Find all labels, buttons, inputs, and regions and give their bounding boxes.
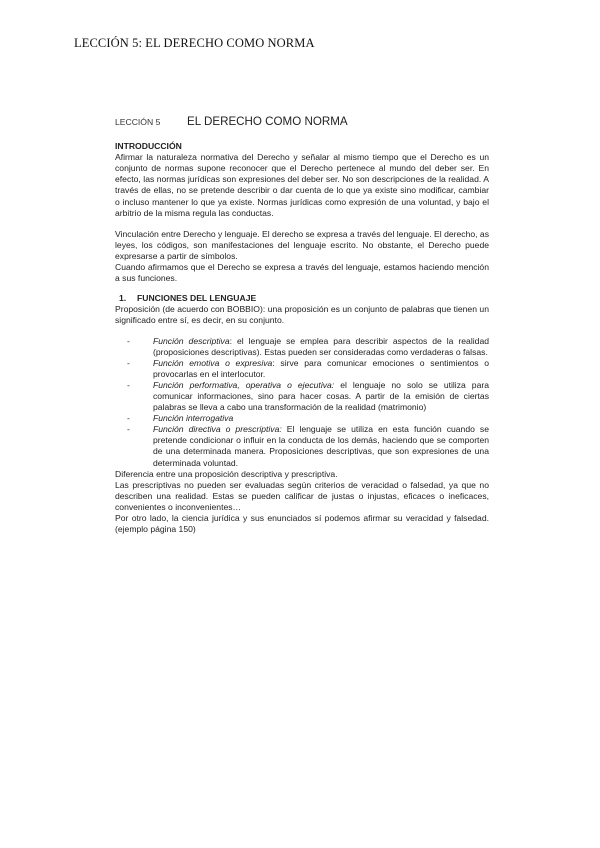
- list-item: - Función directiva o prescriptiva: El lenguaje se utiliza en esta función cuando se pretende condicionar o influir en la conducta de los demás, haciendo que se comporten de una determinada manera. Proposiciones descriptivas, que son expresiones de una determinada voluntad.: [127, 424, 489, 468]
- document-body: [115, 116, 489, 535]
- science-paragraph: Por otro lado, la ciencia jurídica y sus enunciados sí podemos afirmar su veracidad y falsedad. (ejemplo página 150): [115, 513, 489, 535]
- function-text: : el lenguaje se emplea para describir aspectos de la realidad (proposiciones descriptivas). Estas pueden ser consideradas como verdaderas o falsas.: [153, 335, 489, 357]
- proposition-paragraph: Proposición (de acuerdo con BOBBIO): una proposición es un conjunto de palabras que tienen un significado entre sí, es decir, en su conjunto.: [115, 304, 489, 326]
- list-item: - Función emotiva o expresiva: sirve para comunicar emociones o sentimientos o provocarlas en el interlocutor.: [127, 357, 490, 379]
- list-item: - Función descriptiva: el lenguaje se emplea para describir aspectos de la realidad (proposiciones descriptivas). Estas pueden ser consideradas como verdaderas o falsas.: [127, 335, 489, 357]
- function-name: Función performativa, operativa o ejecutiva:: [153, 379, 335, 390]
- lesson-heading: [115, 116, 489, 128]
- law-language-paragraph: Vinculación entre Derecho y lenguaje. El derecho se expresa a través del lenguaje. El derecho, as leyes, los códigos, son manifestaciones del lenguaje escrito. No obstante, el Derecho puede expresarse a partir de símbolos.: [115, 228, 489, 261]
- section-number: 1.: [119, 293, 127, 304]
- running-header: LECCIÓN 5: EL DERECHO COMO NORMA: [74, 36, 315, 50]
- function-text: el lenguaje no solo se utiliza para comunicar informaciones, sino para hacer cosas. A partir de la emisión de ciertas palabras se lleva a cabo una transformación de la realidad (matrimonio): [153, 379, 489, 413]
- section-title: FUNCIONES DEL LENGUAJE: [137, 293, 257, 304]
- functions-list: [115, 336, 489, 469]
- lesson-number: LECCIÓN 5: [115, 117, 161, 127]
- list-item: - Función interrogativa: [127, 413, 234, 424]
- prescriptive-paragraph: Las prescriptivas no pueden ser evaluadas según criterios de veracidad o falsedad, ya que no describen una realidad. Estas se pueden calificar de justas o injustas, eficaces o ineficaces, convenientes o inconvenientes…: [115, 479, 489, 512]
- function-text: : sirve para comunicar emociones o sentimientos o provocarlas en el interlocutor.: [153, 357, 490, 379]
- function-name: Función interrogativa: [153, 413, 234, 424]
- intro-heading: INTRODUCCIÓN: [115, 141, 182, 152]
- intro-paragraph: Afirmar la naturaleza normativa del Derecho y señalar al mismo tiempo que el Derecho es un conjunto de normas supone reconocer que el Derecho pertenece al mundo del deber ser. En efecto, las normas jurídicas son expresiones del deber ser. No son descripciones de la realidad. A través de ellas, no se pretende describir o dar cuenta de lo que ya existe sino modificar, cambiar o incluso mantener lo que ya existe. Normas jurídicas como expresión de una voluntad, y bajo el arbitrio de la misma regula las conductas.: [115, 152, 489, 218]
- function-name: Función descriptiva: [153, 335, 230, 346]
- difference-line: Diferencia entre una proposición descriptiva y prescriptiva.: [115, 468, 338, 479]
- list-item: - Función performativa, operativa o ejecutiva: el lenguaje no solo se utiliza para comunicar informaciones, sino para hacer cosas. A partir de la emisión de ciertas palabras se lleva a cabo una transformación de la realidad (matrimonio): [127, 379, 489, 413]
- functions-mention-paragraph: Cuando afirmamos que el Derecho se expresa a través del lenguaje, estamos haciendo mención a sus funciones.: [115, 262, 489, 284]
- function-text: El lenguaje se utiliza en esta función cuando se pretende condicionar o influir en la conducta de los demás, haciendo que se comporten de una determinada manera. Proposiciones descriptivas, que son expresiones de una determinada voluntad.: [153, 424, 489, 468]
- lesson-title: EL DERECHO COMO NORMA: [187, 115, 348, 128]
- function-name: Función emotiva o expresiva: [153, 357, 273, 368]
- function-name: Función directiva o prescriptiva:: [153, 424, 282, 435]
- section-heading-funciones: [115, 293, 489, 304]
